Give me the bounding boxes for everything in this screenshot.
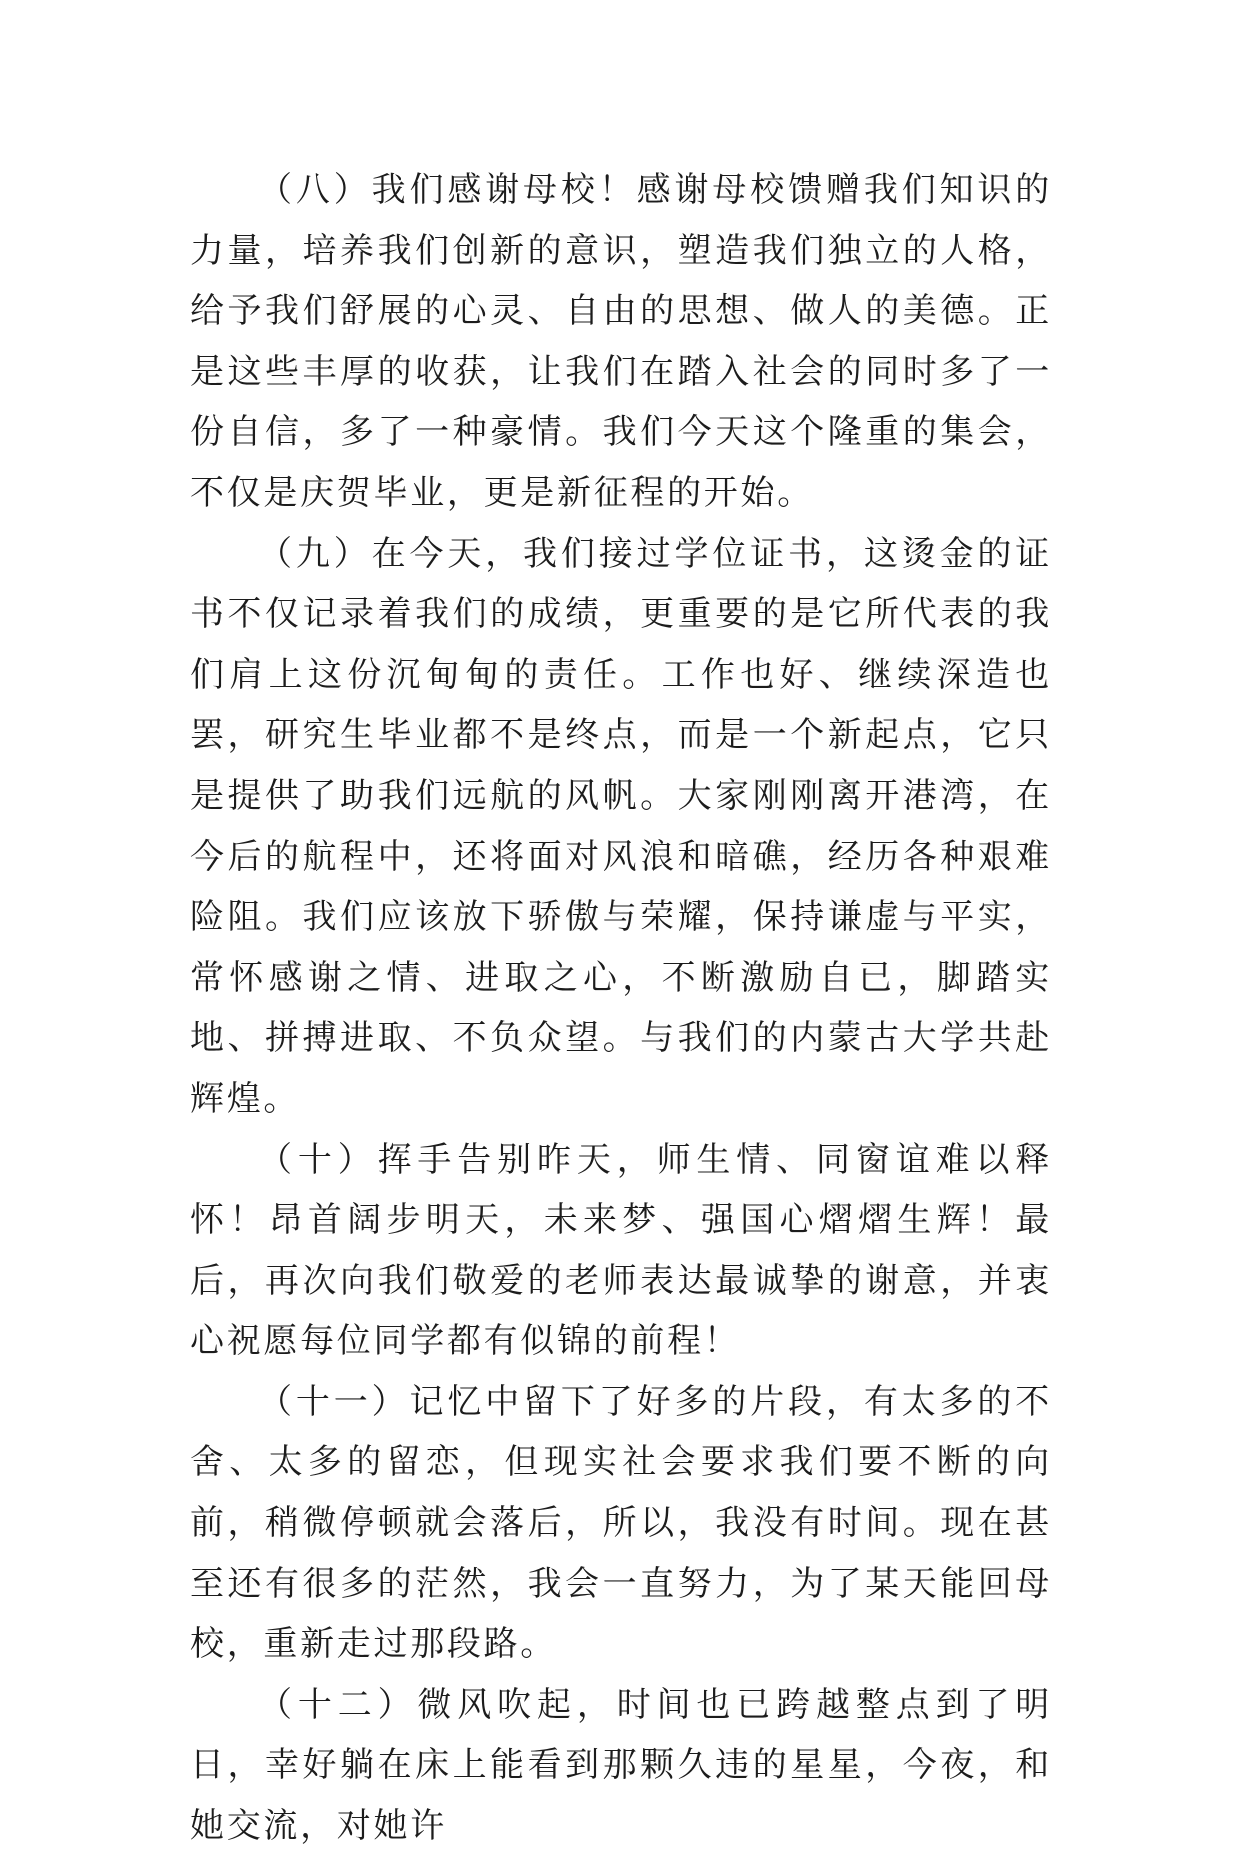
- paragraph-8: （八）我们感谢母校！感谢母校馈赠我们知识的力量，培养我们创新的意识，塑造我们独立的人格，给予我们舒展的心灵、自由的思想、做人的美德。正是这些丰厚的收获，让我们在踏入社会的同时多了一份自信，多了一种豪情。我们今天这个隆重的集会，不仅是庆贺毕业，更是新征程的开始。: [190, 170, 1052, 513]
- paragraph-10: （十）挥手告别昨天，师生情、同窗谊难以释怀！昂首阔步明天，未来梦、强国心熠熠生辉！最后，再次向我们敬爱的老师表达最诚挚的谢意，并衷心祝愿每位同学都有似锦的前程！: [190, 1139, 1052, 1362]
- paragraph-12: （十二）微风吹起，时间也已跨越整点到了明日，幸好躺在床上能看到那颗久违的星星，今夜，和她交流，对她许: [190, 1684, 1052, 1847]
- document-body: [190, 160, 1052, 1857]
- paragraph-11: （十一）记忆中留下了好多的片段，有太多的不舍、太多的留恋，但现实社会要求我们要不断的向前，稍微停顿就会落后，所以，我没有时间。现在甚至还有很多的茫然，我会一直努力，为了某天能回母校，重新走过那段路。: [190, 1381, 1052, 1665]
- paragraph-9: （九）在今天，我们接过学位证书，这烫金的证书不仅记录着我们的成绩，更重要的是它所代表的我们肩上这份沉甸甸的责任。工作也好、继续深造也罢，研究生毕业都不是终点，而是一个新起点，它只是提供了助我们远航的风帆。大家刚刚离开港湾，在今后的航程中，还将面对风浪和暗礁，经历各种艰难险阻。我们应该放下骄傲与荣耀，保持谦虚与平实，常怀感谢之情、进取之心，不断激励自已，脚踏实地、拼搏进取、不负众望。与我们的内蒙古大学共赴辉煌。: [190, 533, 1052, 1119]
